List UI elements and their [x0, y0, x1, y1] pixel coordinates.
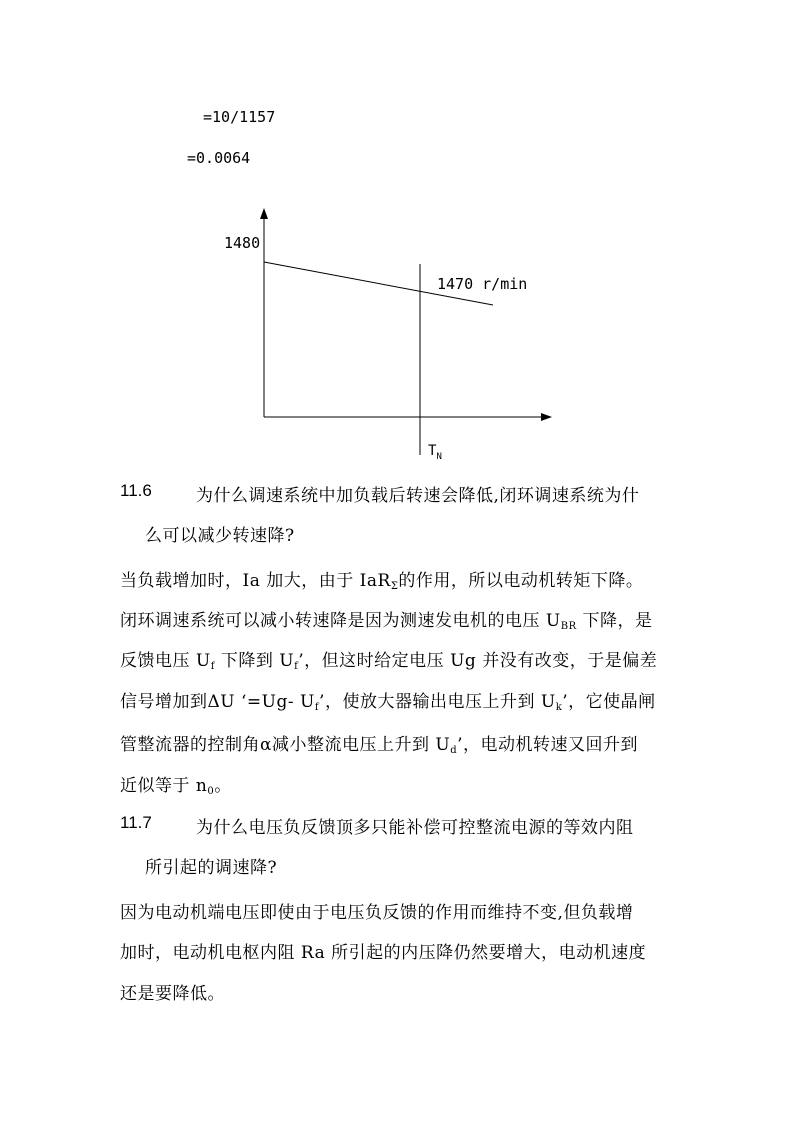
- answer-11-7-line1: 因为电动机端电压即使由于电压负反馈的作用而维持不变,但负载增: [120, 903, 634, 923]
- equation-line-1: =10/1157: [203, 108, 276, 126]
- answer-11-6-line2: 闭环调速系统可以减小转速降是因为测速发电机的电压 $U_{BR}$ 下降，是: [120, 611, 653, 632]
- question-title-11-6-line2: 么可以减少转速降?: [145, 526, 295, 546]
- answer-11-6-line6: 近似等于 $n_0$。: [120, 776, 232, 797]
- question-number-11-6: 11.6: [120, 481, 152, 500]
- answer-11-6-line5: 管整流器的控制角α减小整流电压上升到 $U_d$’，电动机转速又回升到: [120, 735, 639, 756]
- answer-11-7-line2: 加时，电动机电枢内阻 Ra 所引起的内压降仍然要增大，电动机速度: [120, 943, 647, 963]
- answer-11-7-line3: 还是要降低。: [120, 984, 225, 1004]
- speed-torque-graph: [0, 0, 794, 470]
- answer-11-6-line1: 当负载增加时，Ia 加大，由于 IaR$_\Sigma$的作用，所以电动机转矩下降。: [120, 571, 644, 592]
- question-title-11-6-line1: 为什么调速系统中加负载后转速会降低,闭环调速系统为什: [196, 486, 640, 506]
- speed-annotation: 1470 r/min: [437, 275, 528, 293]
- equation-line-2: =0.0064: [187, 149, 251, 167]
- question-number-11-7: 11.7: [120, 813, 152, 832]
- question-title-11-7-line1: 为什么电压负反馈顶多只能补偿可控整流电源的等效内阻: [196, 818, 634, 838]
- y-axis-arrow: [260, 208, 268, 219]
- answer-11-6-line3: 反馈电压 $U_f$ 下降到 $U_f$’，但这时给定电压 Ug 并没有改变，于是偏差: [120, 651, 658, 672]
- x-axis-arrow: [541, 413, 552, 421]
- x-axis-label: $T_N$: [428, 443, 442, 462]
- y-tick-label: 1480: [224, 234, 261, 252]
- answer-11-6-line4: 信号增加到ΔU ‘=Ug- $U_f$’，使放大器输出电压上升到 $U_k$’，它使晶闸: [120, 692, 656, 713]
- question-title-11-7-line2: 所引起的调速降?: [145, 858, 278, 878]
